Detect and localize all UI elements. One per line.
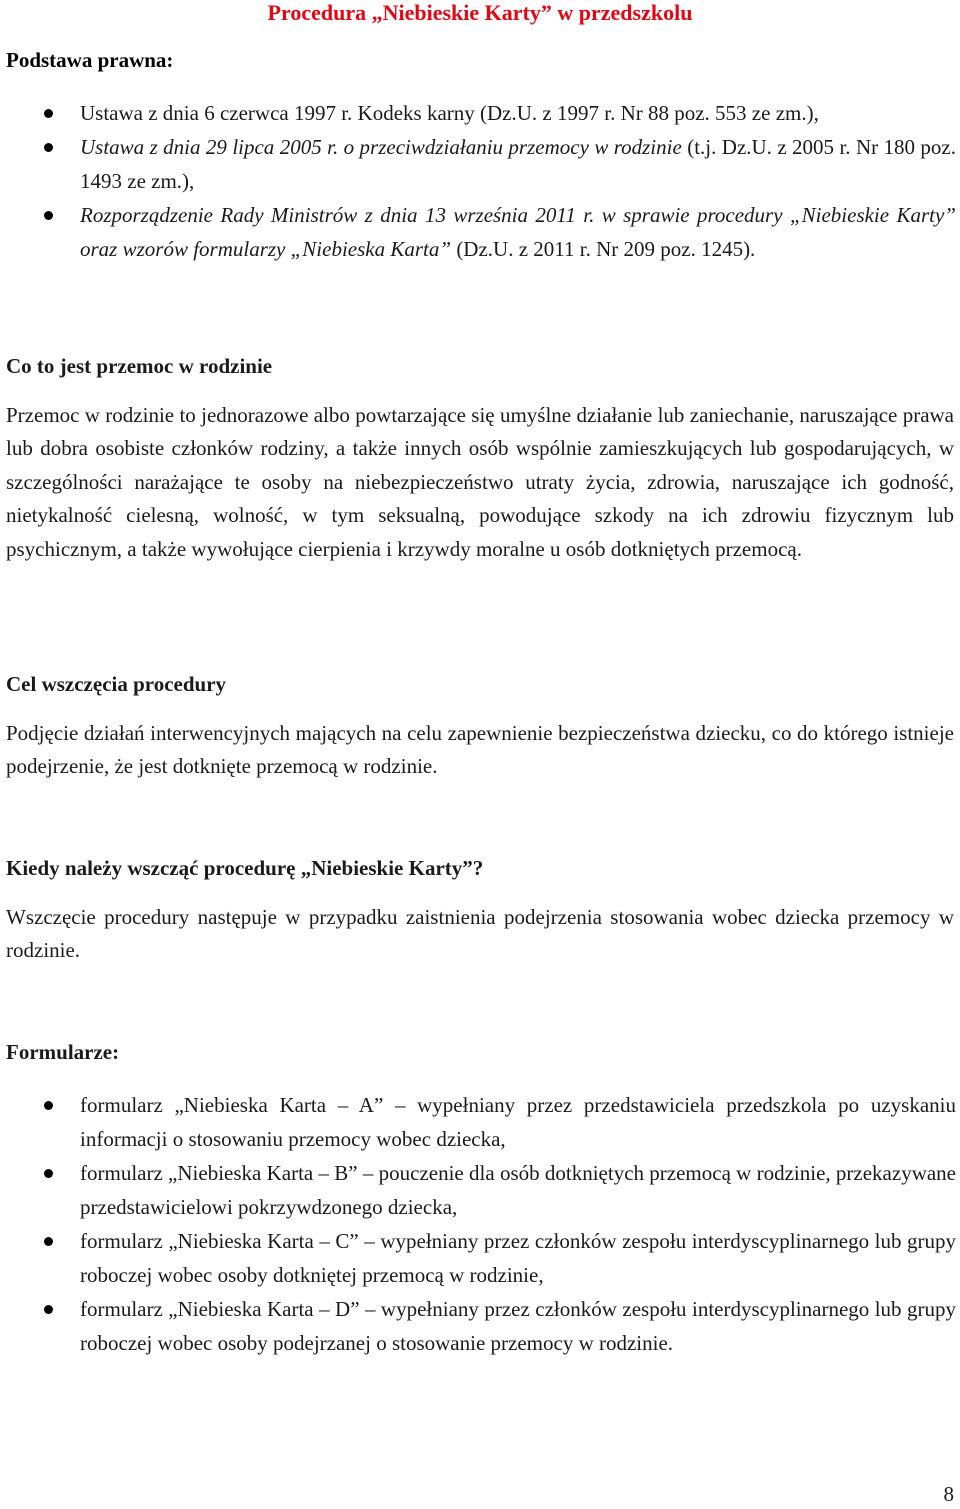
list-item [80, 198, 956, 266]
list-item [80, 1224, 956, 1292]
bullet-icon [44, 1169, 53, 1178]
list-item [80, 130, 956, 198]
list-item [80, 1292, 956, 1360]
legal-basis-list [80, 96, 956, 266]
legal-basis-item-2-ref: (t.j. Dz.U. z 2005 r. Nr 180 poz. 1493 ze zm.), [80, 135, 957, 193]
when-text: Wszczęcie procedury następuje w przypadku zaistnienia podejrzenia stosowania wobec dziecka przemocy w rodzinie. [6, 905, 954, 963]
legal-basis-label: Podstawa prawna: [6, 48, 174, 72]
list-item [80, 96, 956, 130]
form-item-a: formularz „Niebieska Karta – A” – wypełniany przez przedstawiciela przedszkola po uzyskaniu informacji o stosowaniu przemocy wobec dziecka, [80, 1093, 956, 1151]
section-heading-when: Kiedy należy wszcząć procedurę „Niebieskie Karty”? [6, 856, 484, 880]
legal-basis-item-2-title: Ustawa z dnia 29 lipca 2005 r. o przeciwdziałaniu przemocy w rodzinie [80, 135, 682, 159]
bullet-icon [44, 1237, 53, 1246]
section-heading-forms: Formularze: [6, 1040, 120, 1064]
legal-basis-item-1: Ustawa z dnia 6 czerwca 1997 r. Kodeks karny (Dz.U. z 1997 r. Nr 88 poz. 553 ze zm.), [80, 101, 819, 125]
legal-basis-item-3-ref: (Dz.U. z 2011 r. Nr 209 poz. 1245). [451, 237, 756, 261]
bullet-icon [44, 1101, 53, 1110]
form-item-d: formularz „Niebieska Karta – D” – wypełniany przez członków zespołu interdyscyplinarnego lub grupy roboczej wobec osoby podejrzanej o stosowanie przemocy w rodzinie. [80, 1297, 956, 1355]
forms-list [80, 1088, 956, 1360]
page-number: 8 [943, 1482, 954, 1506]
violence-definition-text: Przemoc w rodzinie to jednorazowe albo powtarzające się umyślne działanie lub zaniechanie, naruszające prawa lub dobra osobiste członków rodziny, a także innych osób wspólnie zamieszkujących lub gospodarujących, w szczególności narażające te osoby na niebezpieczeństwo utraty życia, zdrowia, naruszające ich godność, nietykalność cielesną, wolność, w tym seksualną, powodujące szkody na ich zdrowiu fizycznym lub psychicznym, a także wywołujące cierpienia i krzywdy moralne u osób dotkniętych przemocą. [6, 403, 954, 561]
legal-basis-item-3-title: Rozporządzenie Rady Ministrów z dnia 13 września 2011 r. w sprawie procedury „Niebieskie Karty” oraz wzorów formularzy „Niebieska Karta” [80, 203, 956, 261]
list-item [80, 1156, 956, 1224]
bullet-icon [44, 211, 53, 220]
bullet-icon [44, 143, 53, 152]
bullet-icon [44, 109, 53, 118]
goal-text: Podjęcie działań interwencyjnych mających na celu zapewnienie bezpieczeństwa dziecku, co do którego istnieje podejrzenie, że jest dotknięte przemocą w rodzinie. [6, 721, 954, 779]
list-item [80, 1088, 956, 1156]
form-item-c: formularz „Niebieska Karta – C” – wypełniany przez członków zespołu interdyscyplinarnego lub grupy roboczej wobec osoby dotkniętej przemocą w rodzinie, [80, 1229, 956, 1287]
section-heading-goal: Cel wszczęcia procedury [6, 672, 227, 696]
document-title: Procedura „Niebieskie Karty” w przedszkolu [267, 0, 693, 25]
bullet-icon [44, 1305, 53, 1314]
form-item-b: formularz „Niebieska Karta – B” – pouczenie dla osób dotkniętych przemocą w rodzinie, przekazywane przedstawicielowi pokrzywdzonego dziecka, [80, 1161, 956, 1219]
section-heading-violence: Co to jest przemoc w rodzinie [6, 354, 273, 378]
